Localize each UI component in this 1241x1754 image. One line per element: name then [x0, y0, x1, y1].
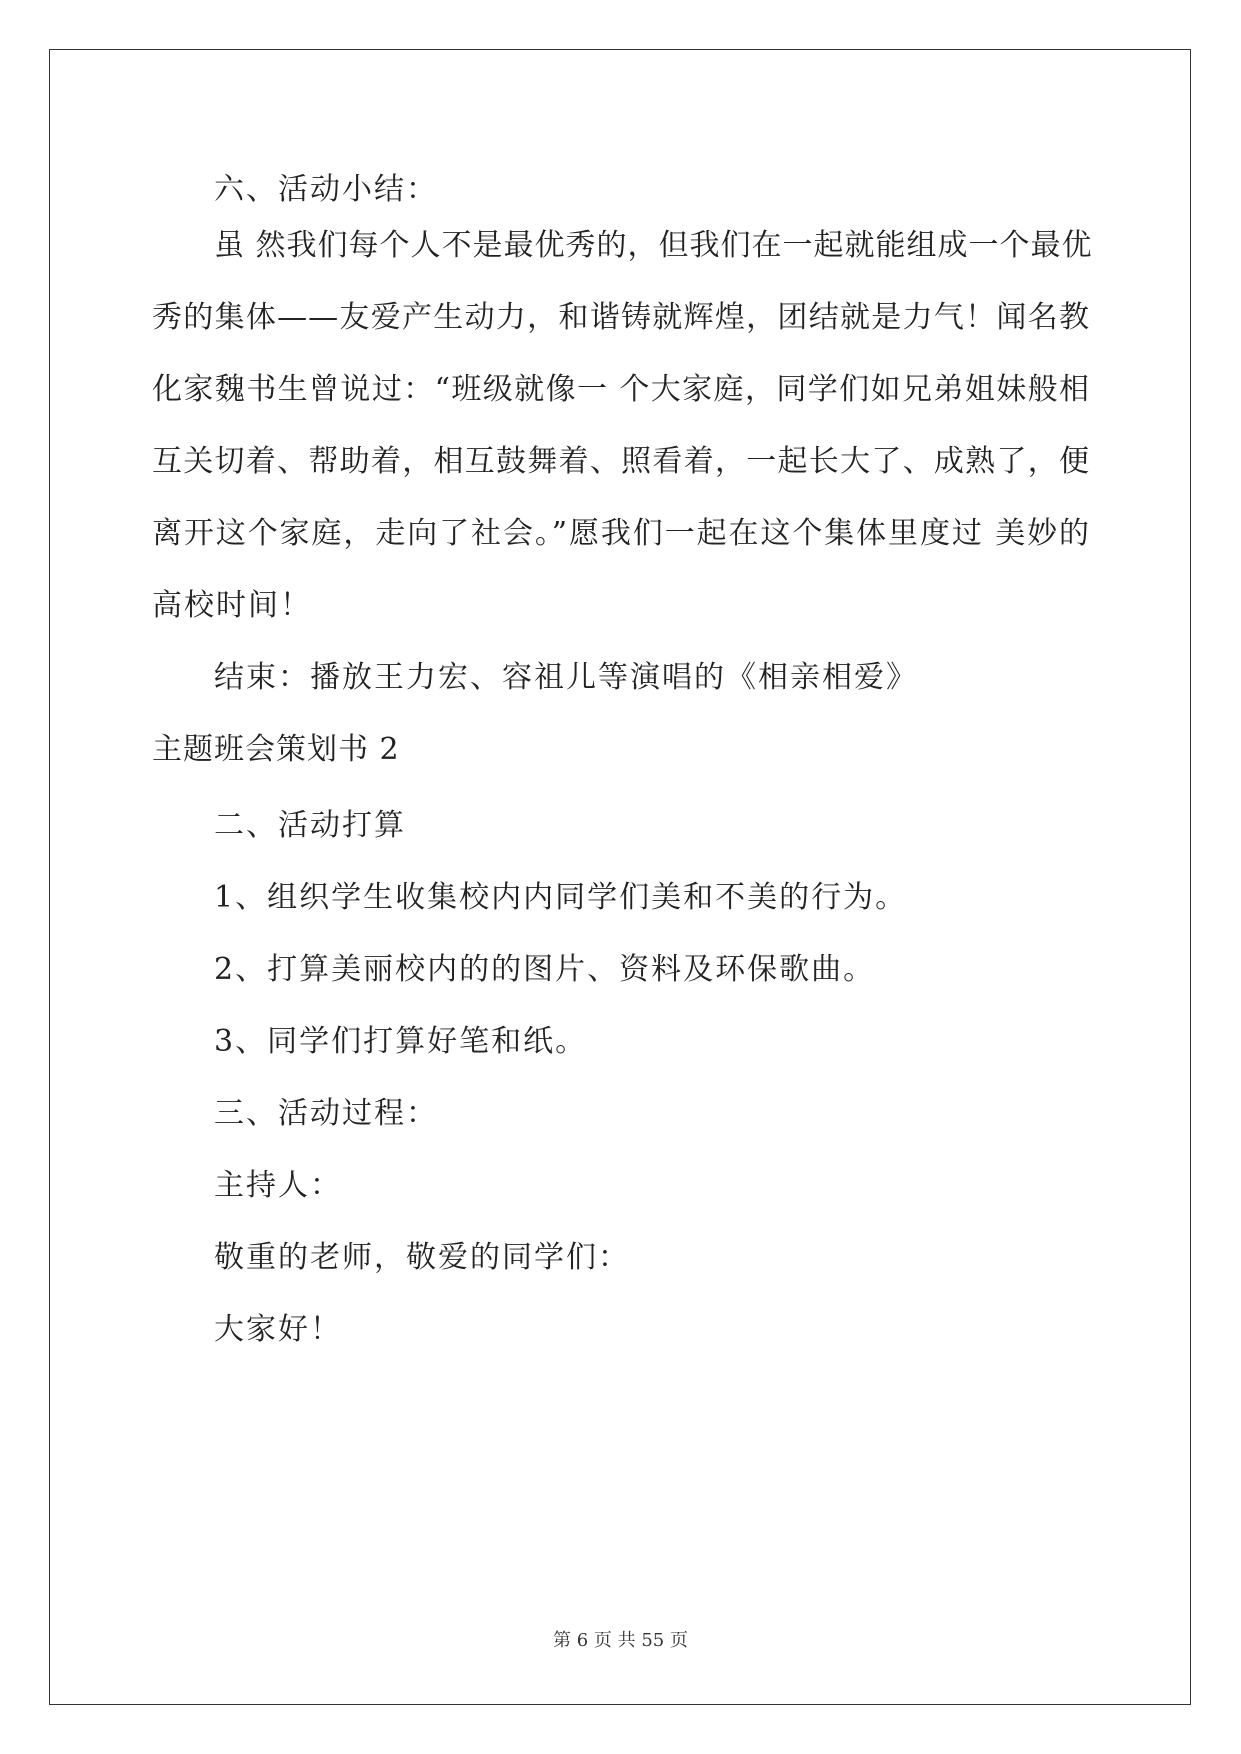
- section-2-title: 二、活动打算: [214, 808, 406, 843]
- summary-line-6: 高校时间！: [152, 588, 312, 623]
- prep-item-2: 2、打算美丽校内的的图片、资料及环保歌曲。: [214, 952, 876, 987]
- greeting-text: 敬重的老师，敬爱的同学们：: [214, 1240, 630, 1275]
- page-number-footer: 第 6 页 共 55 页: [553, 1630, 688, 1651]
- summary-line-2: 秀的集体——友爱产生动力，和谐铸就辉煌，团结就是力气！闻名教: [152, 300, 1090, 335]
- section-6-title: 六、活动小结：: [214, 172, 438, 207]
- summary-line-1: 虽 然我们每个人不是最优秀的，但我们在一起就能组成一个最优: [214, 228, 1093, 263]
- summary-line-4: 互关切着、帮助着，相互鼓舞着、照看着，一起长大了、成熟了，便: [152, 444, 1090, 479]
- prep-item-1: 1、组织学生收集校内内同学们美和不美的行为。: [214, 880, 908, 915]
- summary-line-3: 化家魏书生曾说过：“班级就像一 个大家庭，同学们如兄弟姐妹般相: [152, 372, 1090, 407]
- prep-item-3: 3、同学们打算好笔和纸。: [214, 1024, 588, 1059]
- host-label: 主持人：: [214, 1168, 342, 1203]
- section-3-title: 三、活动过程：: [214, 1096, 438, 1131]
- plan-2-title: 主题班会策划书 2: [152, 732, 400, 767]
- ending-text: 结束：播放王力宏、容祖儿等演唱的《相亲相爱》: [214, 660, 918, 695]
- summary-line-5: 离开这个家庭，走向了社会。”愿我们一起在这个集体里度过 美妙的: [152, 516, 1090, 551]
- hello-text: 大家好！: [214, 1312, 342, 1347]
